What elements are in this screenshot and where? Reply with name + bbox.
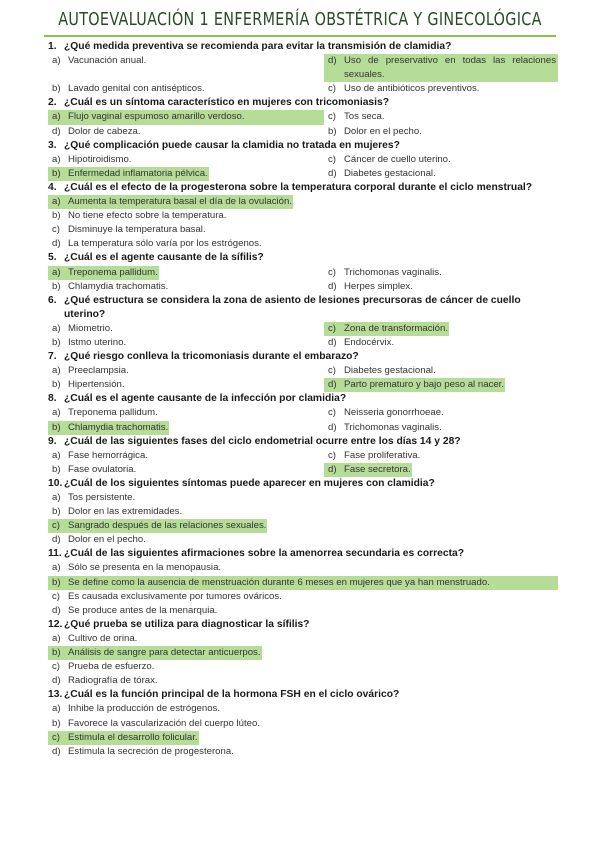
option-letter: d) xyxy=(52,745,61,757)
option-text: Diabetes gestacional. xyxy=(344,167,436,179)
option-letter: b) xyxy=(52,506,61,518)
question-2 xyxy=(48,96,558,138)
option-d[interactable] xyxy=(48,125,324,139)
page-title: AUTOEVALUACIÓN 1 ENFERMERÍA OBSTÉTRICA Y GINECOLÓGICA xyxy=(58,10,542,30)
option-c[interactable] xyxy=(48,223,558,237)
question-text xyxy=(48,547,558,561)
option-b[interactable] xyxy=(324,125,558,139)
option-letter: a) xyxy=(52,111,61,123)
option-letter: c) xyxy=(328,407,336,419)
question-body: ¿Qué riesgo conlleva la tricomoniasis durante el embarazo? xyxy=(64,351,359,363)
option-text: Análisis de sangre para detectar anticuerpos. xyxy=(68,646,262,660)
option-text: Radiografía de tórax. xyxy=(68,675,158,687)
option-letter: c) xyxy=(48,731,68,745)
option-a[interactable] xyxy=(48,406,324,420)
question-text xyxy=(48,181,558,195)
option-a[interactable] xyxy=(48,632,558,646)
option-list xyxy=(48,632,558,688)
option-d-correct[interactable] xyxy=(324,54,558,82)
option-letter: a) xyxy=(52,365,61,377)
option-letter: a) xyxy=(52,632,61,644)
option-letter: c) xyxy=(324,322,344,336)
question-text xyxy=(48,96,558,110)
option-text: Miometrio. xyxy=(68,322,113,334)
question-number: 2. xyxy=(48,97,57,109)
option-letter: c) xyxy=(48,519,68,533)
question-body: ¿Cuál es el agente causante de la sífilis? xyxy=(64,252,264,264)
option-d[interactable] xyxy=(48,745,558,759)
question-number: 3. xyxy=(48,139,57,151)
option-letter: c) xyxy=(328,266,336,278)
option-list xyxy=(48,702,558,758)
option-letter: d) xyxy=(324,378,344,392)
option-a[interactable] xyxy=(48,702,558,716)
option-text: Fase secretora. xyxy=(344,463,412,477)
question-number: 13. xyxy=(48,689,63,701)
question-body: ¿Cuál es un síntoma característico en mujeres con tricomoniasis? xyxy=(64,97,390,109)
option-text: Estimula el desarrollo folicular. xyxy=(68,731,199,745)
option-letter: d) xyxy=(328,55,337,67)
option-c[interactable] xyxy=(324,82,558,96)
question-4 xyxy=(48,181,558,251)
option-letter: a) xyxy=(52,562,61,574)
option-letter: d) xyxy=(324,463,344,477)
option-d[interactable] xyxy=(324,167,558,181)
question-body: ¿Cuál de las siguientes afirmaciones sobre la amenorrea secundaria es correcta? xyxy=(64,548,465,560)
question-number: 8. xyxy=(48,393,57,405)
option-list xyxy=(48,364,558,392)
option-letter: a) xyxy=(48,266,68,280)
option-a[interactable] xyxy=(48,449,324,463)
question-number: 1. xyxy=(48,41,57,52)
title-underline xyxy=(44,35,556,37)
question-text xyxy=(48,477,558,491)
question-list xyxy=(48,40,558,759)
question-number: 6. xyxy=(48,294,57,306)
option-b[interactable] xyxy=(48,336,324,350)
question-number: 9. xyxy=(48,435,57,447)
option-text: Hipertensión. xyxy=(68,379,125,391)
question-text xyxy=(48,294,558,322)
option-c[interactable] xyxy=(324,153,558,167)
option-list xyxy=(48,153,558,181)
question-body: ¿Cuál es el agente causante de la infección por clamidia? xyxy=(64,393,347,405)
option-text: Cáncer de cuello uterino. xyxy=(344,153,451,165)
question-text xyxy=(48,350,558,364)
option-a[interactable] xyxy=(48,322,324,336)
question-number: 7. xyxy=(48,351,57,363)
option-text: Aumenta la temperatura basal el día de la ovulación. xyxy=(68,195,293,209)
option-list xyxy=(48,322,558,350)
option-text: Se produce antes de la menarquia. xyxy=(68,604,218,616)
option-text: Disminuye la temperatura basal. xyxy=(68,224,206,236)
option-text: Tos seca. xyxy=(344,111,385,123)
option-text: Sólo se presenta en la menopausia. xyxy=(68,562,222,574)
question-9 xyxy=(48,435,558,477)
option-text: Istmo uterino. xyxy=(68,336,127,348)
option-d[interactable] xyxy=(48,674,558,688)
option-text: Estimula la secreción de progesterona. xyxy=(68,745,234,757)
option-a[interactable] xyxy=(48,54,324,82)
option-b[interactable] xyxy=(48,717,558,731)
option-text: Uso de preservativo en todas las relaciones sexuales. xyxy=(344,55,556,81)
option-a-correct[interactable] xyxy=(48,195,558,209)
option-c-correct[interactable] xyxy=(324,322,558,336)
option-letter: c) xyxy=(52,224,60,236)
option-letter: d) xyxy=(52,534,61,546)
option-text: Chlamydia trachomatis. xyxy=(68,280,169,292)
option-text: Dolor en el pecho. xyxy=(68,534,146,546)
option-letter: a) xyxy=(52,449,61,461)
option-letter: b) xyxy=(48,421,68,435)
question-text xyxy=(48,435,558,449)
option-text: Dolor de cabeza. xyxy=(68,125,141,137)
option-c[interactable] xyxy=(324,110,558,124)
option-list xyxy=(48,406,558,434)
question-11 xyxy=(48,547,558,617)
option-list xyxy=(48,491,558,547)
option-letter: b) xyxy=(52,463,61,475)
question-12 xyxy=(48,618,558,688)
option-text: Treponema pallidum. xyxy=(68,407,158,419)
option-a-correct[interactable] xyxy=(48,110,324,124)
option-text: Chlamydia trachomatis. xyxy=(68,421,169,435)
option-c[interactable] xyxy=(324,449,558,463)
question-number: 4. xyxy=(48,181,57,193)
option-b-correct[interactable] xyxy=(48,646,558,660)
option-letter: d) xyxy=(52,604,61,616)
option-c[interactable] xyxy=(324,406,558,420)
option-b-correct[interactable] xyxy=(48,576,558,590)
option-text: Parto prematuro y bajo peso al nacer. xyxy=(344,378,505,392)
option-d[interactable] xyxy=(48,604,558,618)
option-letter: d) xyxy=(52,675,61,687)
option-text: Hipotiroidismo. xyxy=(68,153,132,165)
option-text: Uso de antibióticos preventivos. xyxy=(344,83,480,95)
question-number: 12. xyxy=(48,618,63,630)
question-text xyxy=(48,251,558,265)
option-letter: c) xyxy=(328,111,336,123)
question-body: ¿Cuál es la función principal de la hormona FSH en el ciclo ovárico? xyxy=(64,689,400,701)
option-letter: d) xyxy=(328,421,337,433)
option-text: Treponema pallidum. xyxy=(68,266,159,280)
option-text: Herpes simplex. xyxy=(344,280,413,292)
option-d-correct[interactable] xyxy=(324,378,558,392)
option-list xyxy=(48,449,558,477)
option-letter: b) xyxy=(52,717,61,729)
question-number: 5. xyxy=(48,252,57,264)
question-body: ¿Qué prueba se utiliza para diagnosticar la sífilis? xyxy=(64,618,310,630)
option-text: Prueba de esfuerzo. xyxy=(68,661,155,673)
option-text: Flujo vaginal espumoso amarillo verdoso. xyxy=(68,111,245,123)
option-text: Neisseria gonorrhoeae. xyxy=(344,407,444,419)
option-b[interactable] xyxy=(48,505,558,519)
option-text: Lavado genital con antisépticos. xyxy=(68,83,205,95)
option-text: Favorece la vascularización del cuerpo lúteo. xyxy=(68,717,260,729)
option-letter: c) xyxy=(328,83,336,95)
option-text: No tiene efecto sobre la temperatura. xyxy=(68,210,227,222)
option-a[interactable] xyxy=(48,364,324,378)
option-text: Dolor en las extremidades. xyxy=(68,506,183,518)
option-letter: d) xyxy=(328,167,337,179)
question-3 xyxy=(48,139,558,181)
option-list xyxy=(48,54,558,96)
question-body: ¿Qué estructura se considera la zona de asiento de lesiones precursoras de cáncer de cuello uterino? xyxy=(64,294,521,320)
option-c[interactable] xyxy=(324,364,558,378)
question-7 xyxy=(48,350,558,392)
question-6 xyxy=(48,294,558,350)
option-b[interactable] xyxy=(48,209,558,223)
option-text: Cultivo de orina. xyxy=(68,632,138,644)
option-list xyxy=(48,110,558,138)
question-8 xyxy=(48,392,558,434)
option-c[interactable] xyxy=(48,590,558,604)
option-text: Tos persistente. xyxy=(68,492,136,503)
option-letter: b) xyxy=(328,125,337,137)
option-c[interactable] xyxy=(324,266,558,280)
option-text: Fase hemorrágica. xyxy=(68,449,148,461)
option-a[interactable] xyxy=(48,153,324,167)
option-list xyxy=(48,195,558,251)
option-letter: a) xyxy=(52,153,61,165)
option-letter: b) xyxy=(52,210,61,222)
question-text xyxy=(48,618,558,632)
option-letter: a) xyxy=(52,407,61,419)
option-d-correct[interactable] xyxy=(324,463,558,477)
option-text: Dolor en el pecho. xyxy=(344,125,422,137)
option-letter: b) xyxy=(48,646,68,660)
option-letter: a) xyxy=(48,195,68,209)
option-b[interactable] xyxy=(48,280,324,294)
option-text: Fase ovulatoria. xyxy=(68,463,137,475)
option-letter: d) xyxy=(328,336,337,348)
option-c[interactable] xyxy=(48,660,558,674)
option-list xyxy=(48,561,558,617)
option-text: La temperatura sólo varía por los estrógenos. xyxy=(68,238,262,250)
question-body: ¿Cuál de los siguientes síntomas puede aparecer en mujeres con clamidia? xyxy=(64,477,435,489)
option-text: Es causada exclusivamente por tumores ováricos. xyxy=(68,590,282,602)
option-text: Diabetes gestacional. xyxy=(344,365,436,377)
question-body: ¿Cuál de las siguientes fases del ciclo endometrial ocurre entre los días 14 y 28? xyxy=(64,435,461,447)
question-5 xyxy=(48,251,558,293)
question-1 xyxy=(48,40,558,96)
option-text: Se define como la ausencia de menstruación durante 6 meses en mujeres que ya han menstruado. xyxy=(68,576,490,588)
option-letter: d) xyxy=(52,238,61,250)
option-text: Preeclampsia. xyxy=(68,365,129,377)
option-b-correct[interactable] xyxy=(48,167,324,181)
option-letter: a) xyxy=(52,492,61,503)
option-letter: c) xyxy=(52,590,60,602)
option-letter: a) xyxy=(52,322,61,334)
option-text: Sangrado después de las relaciones sexuales. xyxy=(68,519,267,533)
question-number: 11. xyxy=(48,548,62,560)
option-letter: b) xyxy=(52,336,61,348)
option-text: Trichomonas vaginalis. xyxy=(344,266,442,278)
question-number: 10. xyxy=(48,477,63,489)
question-10 xyxy=(48,477,558,547)
option-b[interactable] xyxy=(48,378,324,392)
option-letter: b) xyxy=(52,379,61,391)
option-letter: b) xyxy=(48,167,68,181)
option-b-correct[interactable] xyxy=(48,421,324,435)
option-a[interactable] xyxy=(48,561,558,575)
option-text: Endocérvix. xyxy=(344,336,395,348)
option-letter: c) xyxy=(328,449,336,461)
option-d[interactable] xyxy=(324,336,558,350)
question-body: ¿Cuál es el efecto de la progesterona sobre la temperatura corporal durante el ciclo menstrual? xyxy=(64,181,533,193)
option-c-correct[interactable] xyxy=(48,519,558,533)
option-letter: a) xyxy=(52,55,61,67)
question-body: ¿Qué medida preventiva se recomienda para evitar la transmisión de clamidia? xyxy=(64,41,452,52)
option-d[interactable] xyxy=(48,237,558,251)
option-text: Trichomonas vaginalis. xyxy=(344,421,442,433)
question-text xyxy=(48,139,558,153)
option-text: Enfermedad inflamatoria pélvica. xyxy=(68,167,209,181)
question-text xyxy=(48,392,558,406)
option-c-correct[interactable] xyxy=(48,731,558,745)
option-letter: a) xyxy=(52,703,61,715)
option-b[interactable] xyxy=(48,463,324,477)
option-a[interactable] xyxy=(48,491,558,505)
option-d[interactable] xyxy=(324,280,558,294)
option-letter: c) xyxy=(328,153,336,165)
option-letter: b) xyxy=(52,576,61,588)
option-letter: b) xyxy=(52,280,61,292)
option-list xyxy=(48,266,558,294)
option-text: Zona de transformación. xyxy=(344,322,449,336)
option-letter: c) xyxy=(52,661,60,673)
option-letter: d) xyxy=(52,125,61,137)
option-d[interactable] xyxy=(324,421,558,435)
question-text xyxy=(48,40,558,54)
option-text: Inhibe la producción de estrógenos. xyxy=(68,703,221,715)
question-text xyxy=(48,688,558,702)
question-body: ¿Qué complicación puede causar la clamidia no tratada en mujeres? xyxy=(64,139,400,151)
option-text: Vacunación anual. xyxy=(68,55,147,67)
option-d[interactable] xyxy=(48,533,558,547)
question-13 xyxy=(48,688,558,758)
option-letter: b) xyxy=(52,83,61,95)
option-a-correct[interactable] xyxy=(48,266,324,280)
option-letter: c) xyxy=(328,365,336,377)
option-text: Fase proliferativa. xyxy=(344,449,421,461)
option-b[interactable] xyxy=(48,82,324,96)
option-letter: d) xyxy=(328,280,337,292)
